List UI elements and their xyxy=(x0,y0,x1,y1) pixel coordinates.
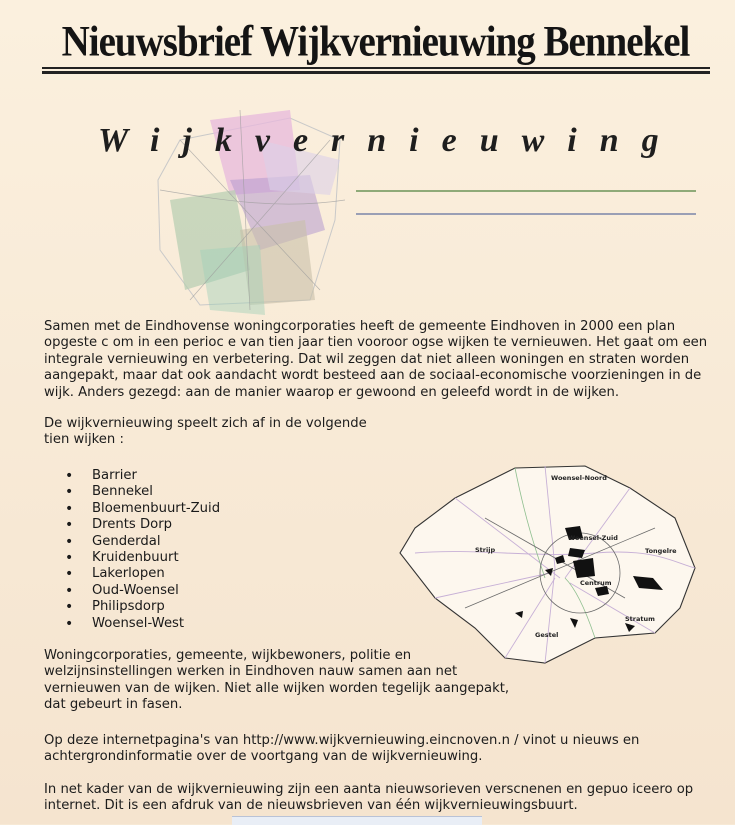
list-item: • Woensel-West xyxy=(64,616,220,632)
section-heading-wijkvernieuwing: Wijkvernieuwing xyxy=(98,122,682,159)
intro-paragraph: Samen met de Eindhovense woningcorporaties heeft de gemeente Eindhoven in 2000 een plan opgeste c om in een perioc e van tien jaar tien vooroor ogse wijken te vernieuwen. Het gaat om een integrale vernieuwing en verbetering. Dat wil zeggen dat niet alleen woningen en straten worden aangepakt, maar dat ook aandacht wordt besteed aan de sociaal-economische voorzieningen in de wijk. Anders gezegd: aan de manier waarop er gewoond en geleefd wordt in de wijken. xyxy=(44,319,708,400)
map-label-tongelre: Tongelre xyxy=(645,547,677,555)
cooperation-paragraph: Woningcorporaties, gemeente, wijkbewoners, politie en welzijnsinstellingen werken in Eindhoven nauw samen aan net vernieuwen van de wijken. Niet alle wijken worden tegelijk aangepakt, dat gebeurt in fasen. xyxy=(44,648,510,713)
map-label-gestel: Gestel xyxy=(535,631,559,639)
map-label-strijp: Strijp xyxy=(475,546,496,554)
district-list xyxy=(64,468,220,632)
decorative-line-blue xyxy=(356,213,696,215)
list-item: • Kruidenbuurt xyxy=(64,550,220,566)
list-item: • Bloemenbuurt-Zuid xyxy=(64,501,220,517)
list-item: • Bennekel xyxy=(64,484,220,500)
district-list-intro: De wijkvernieuwing speelt zich af in de volgende tien wijken : xyxy=(44,416,367,448)
list-item: • Oud-Woensel xyxy=(64,583,220,599)
title-rule-thin xyxy=(42,67,710,69)
list-item: • Lakerlopen xyxy=(64,566,220,582)
title-rule-thick xyxy=(42,71,710,74)
map-label-woensel-noord: Woensel-Noord xyxy=(551,474,607,482)
eindhoven-city-map xyxy=(395,458,700,673)
list-item: • Philipsdorp xyxy=(64,599,220,615)
newsletter-title: Nieuwsbrief Wijkvernieuwing Bennekel xyxy=(61,17,690,66)
website-paragraph: Op deze internetpagina's van http://www.wijkvernieuwing.eincnoven.n / vinot u nieuws en achtergrondinformatie over de voortgang van de wijkvernieuwing. xyxy=(44,733,640,765)
closing-paragraph: In net kader van de wijkvernieuwing zijn een aanta nieuwsorieven verscnenen en gepuo iceero op internet. Dit is een afdruk van de nieuwsbrieven van één wijkvernieuwingsbuurt. xyxy=(44,782,694,814)
map-label-centrum: Centrum xyxy=(580,579,612,587)
decorative-line-green xyxy=(356,190,696,192)
list-item: • Drents Dorp xyxy=(64,517,220,533)
list-item: • Genderdal xyxy=(64,534,220,550)
map-label-woensel-zuid: Woensel-Zuid xyxy=(568,534,618,542)
map-label-stratum: Stratum xyxy=(625,615,655,623)
list-item: • Barrier xyxy=(64,468,220,484)
